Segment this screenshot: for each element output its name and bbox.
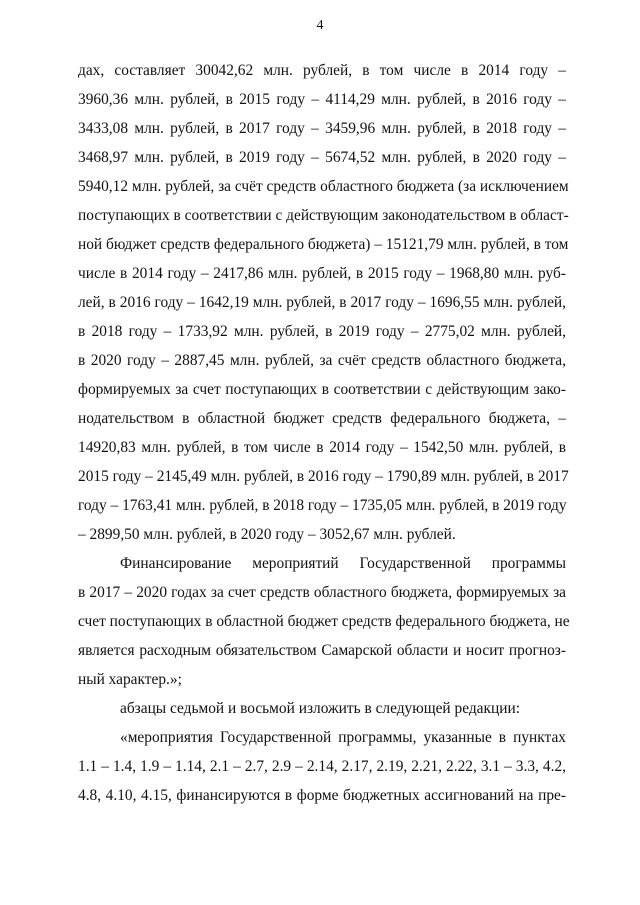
text-line: 3468,97 млн. рублей, в 2019 году – 5674,52 млн. рублей, в 2020 году –: [78, 149, 566, 166]
text-line: 4.8, 4.10, 4.15, финансируются в форме бюджетных ассигнований на пре-: [78, 787, 566, 804]
text-line: – 2899,50 млн. рублей, в 2020 году – 3052,67 млн. рублей.: [78, 526, 456, 543]
paragraph-first-line: абзацы седьмой и восьмой изложить в следующей редакции:: [120, 700, 520, 717]
text-line: ной бюджет средств федерального бюджета) – 15121,79 млн. рублей, в том: [78, 236, 569, 253]
text-line: в 2017 – 2020 годах за счет средств областного бюджета, формируемых за: [78, 584, 566, 601]
text-line: является расходным обязательством Самарской области и носит прогноз-: [78, 642, 566, 659]
text-line: в 2020 году – 2887,45 млн. рублей, за счёт средств областного бюджета,: [78, 352, 566, 369]
text-line: 14920,83 млн. рублей, в том числе в 2014 году – 1542,50 млн. рублей, в: [78, 439, 566, 456]
page-number: 4: [316, 18, 324, 33]
text-line: 5940,12 млн. рублей, за счёт средств областного бюджета (за исключением: [78, 178, 569, 195]
paragraph-first-line: «мероприятия Государственной программы, указанные в пунктах: [120, 729, 566, 746]
text-line: 3960,36 млн. рублей, в 2015 году – 4114,29 млн. рублей, в 2016 году –: [78, 91, 566, 108]
text-line: нодательством в областной бюджет средств федерального бюджета, –: [78, 410, 566, 427]
text-line: 3433,08 млн. рублей, в 2017 году – 3459,96 млн. рублей, в 2018 году –: [78, 120, 566, 137]
text-line: поступающих в соответствии с действующим законодательством в област-: [78, 207, 569, 224]
text-line: счет поступающих в областной бюджет средств федерального бюджета, не: [78, 613, 570, 630]
text-line: 2015 году – 2145,49 млн. рублей, в 2016 году – 1790,89 млн. рублей, в 2017: [78, 468, 569, 485]
text-line: дах, составляет 30042,62 млн. рублей, в том числе в 2014 году –: [78, 62, 566, 79]
paragraph-first-line: Финансирование мероприятий Государственной программы: [120, 555, 566, 572]
text-line: ный характер.»;: [78, 671, 182, 688]
text-line: в 2018 году – 1733,92 млн. рублей, в 2019 году – 2775,02 млн. рублей,: [78, 323, 566, 340]
text-line: лей, в 2016 году – 1642,19 млн. рублей, в 2017 году – 1696,55 млн. рублей,: [78, 294, 566, 311]
text-line: 1.1 – 1.4, 1.9 – 1.14, 2.1 – 2.7, 2.9 – 2.14, 2.17, 2.19, 2.21, 2.22, 3.1 – 3.3, 4.2,: [78, 758, 566, 775]
text-line: формируемых за счет поступающих в соответствии с действующим зако-: [78, 381, 566, 398]
text-line: числе в 2014 году – 2417,86 млн. рублей, в 2015 году – 1968,80 млн. руб-: [78, 265, 566, 282]
text-line: году – 1763,41 млн. рублей, в 2018 году – 1735,05 млн. рублей, в 2019 году: [78, 497, 567, 514]
